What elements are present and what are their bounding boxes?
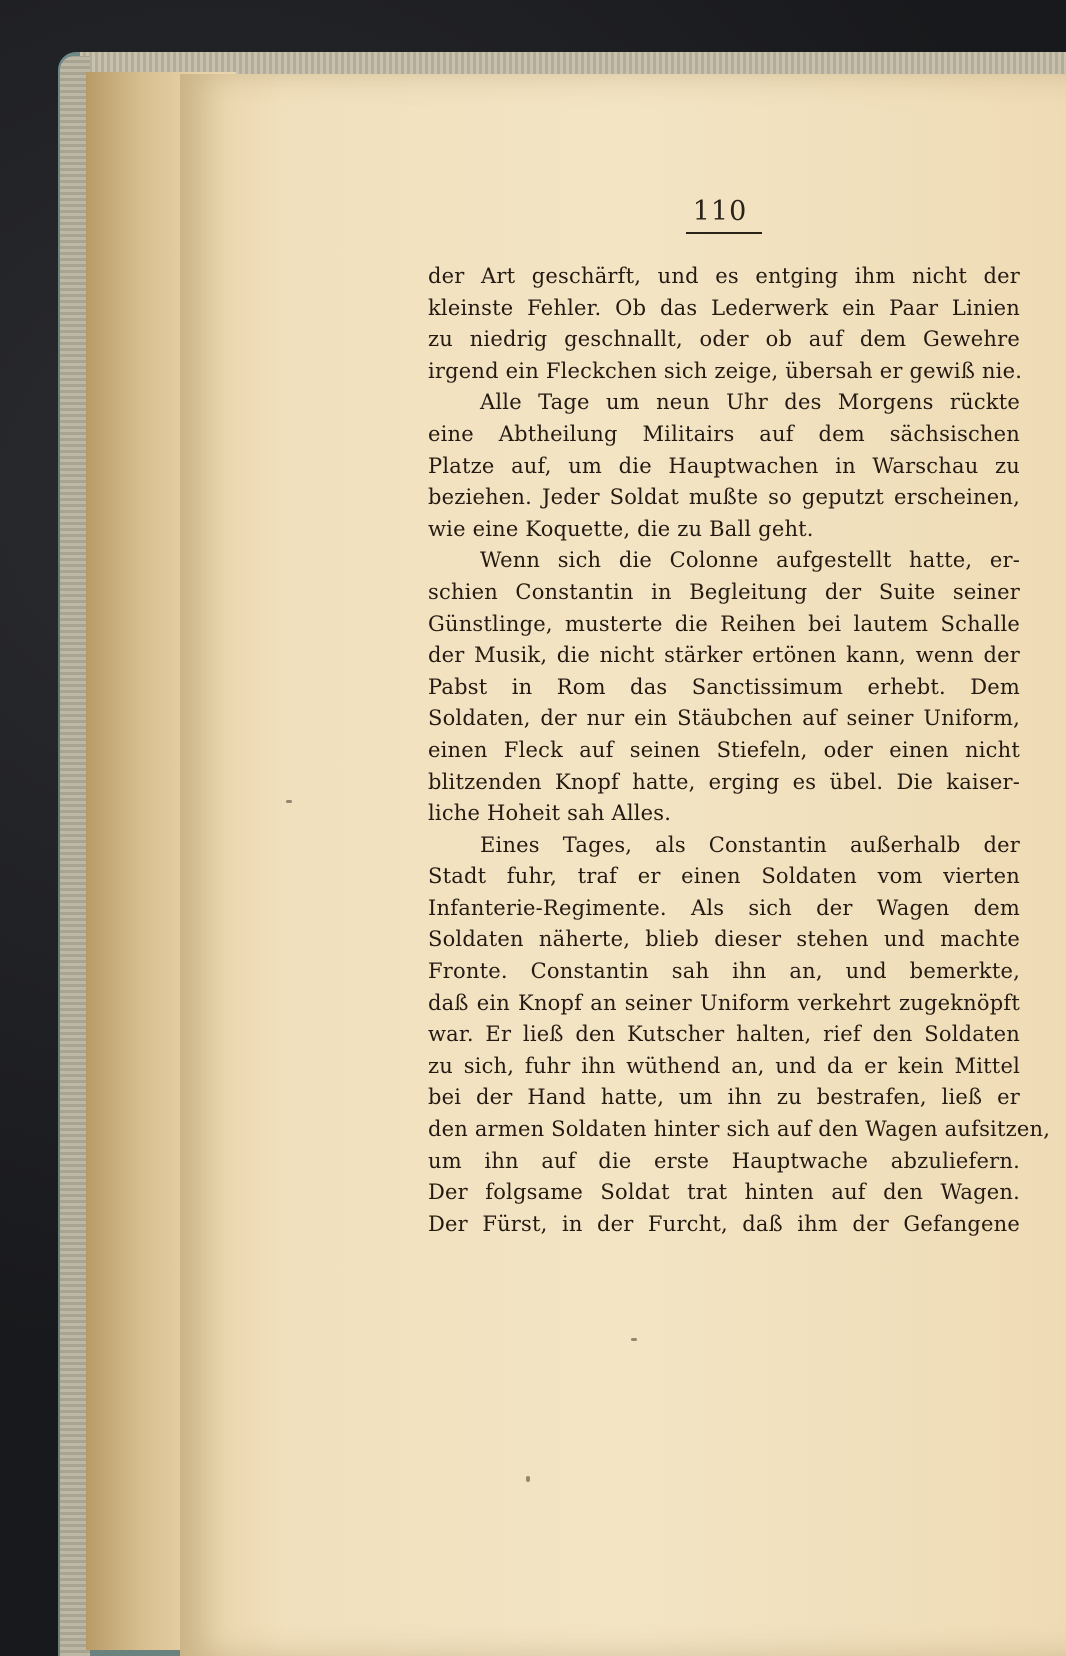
page-number-rule: [686, 232, 762, 234]
text-line: den armen Soldaten hinter sich auf den Wagen aufsitzen,: [428, 1117, 1051, 1142]
ink-speck: [286, 800, 292, 803]
text-line: bei der Hand hatte, um ihn zu bestrafen, ließ er: [428, 1085, 1020, 1110]
text-line: eine Abtheilung Militairs auf dem sächsischen: [428, 421, 1020, 446]
ink-speck: [526, 1476, 530, 1482]
text-line: Günstlinge, musterte die Reihen bei lautem Schalle: [428, 611, 1020, 636]
text-line: Wenn sich die Colonne aufgestellt hatte, er-: [480, 548, 1020, 573]
text-line: Fronte. Constantin sah ihn an, und bemerkte,: [428, 959, 1020, 984]
body-text: [428, 261, 1051, 1240]
text-line: daß ein Knopf an seiner Uniform verkehrt zugeknöpft: [428, 990, 1020, 1015]
text-line: zu niedrig geschnallt, oder ob auf dem Gewehre: [428, 327, 1020, 352]
text-line: Der folgsame Soldat trat hinten auf den Wagen.: [428, 1180, 1020, 1205]
text-line: der Art geschärft, und es entging ihm nicht der: [428, 264, 1020, 288]
text-line: Alle Tage um neun Uhr des Morgens rückte: [480, 390, 1020, 415]
text-line: einen Fleck auf seinen Stiefeln, oder einen nicht: [428, 737, 1020, 762]
text-line: blitzenden Knopf hatte, erging es übel. Die kaiser-: [428, 769, 1020, 794]
text-line: irgend ein Fleckchen sich zeige, übersah er gewiß nie.: [428, 358, 1023, 383]
text-line: Eines Tages, als Constantin außerhalb der: [480, 832, 1020, 857]
text-line: Stadt fuhr, traf er einen Soldaten vom vierten: [428, 864, 1020, 889]
text-line: der Musik, die nicht stärker ertönen kann, wenn der: [428, 643, 1020, 668]
text-line: Platze auf, um die Hauptwachen in Warschau zu: [428, 453, 1020, 478]
text-line: kleinste Fehler. Ob das Lederwerk ein Paar Linien: [428, 295, 1020, 320]
text-line: liche Hoheit sah Alles.: [428, 801, 672, 826]
text-line: Der Fürst, in der Furcht, daß ihm der Gefangene: [428, 1211, 1020, 1236]
page-number: 110: [692, 196, 748, 227]
ink-speck: [631, 1338, 637, 1341]
text-line: Soldaten näherte, blieb dieser stehen und machte: [428, 927, 1020, 952]
text-line: Pabst in Rom das Sanctissimum erhebt. Dem: [428, 674, 1020, 699]
text-line: um ihn auf die erste Hauptwache abzuliefern.: [428, 1148, 1020, 1173]
text-line: Soldaten, der nur ein Stäubchen auf seiner Uniform,: [428, 706, 1020, 731]
text-line: schien Constantin in Begleitung der Suite seiner: [428, 579, 1020, 604]
text-line: wie eine Koquette, die zu Ball geht.: [428, 516, 814, 541]
text-line: Infanterie-Regimente. Als sich der Wagen dem: [428, 895, 1020, 920]
text-line: beziehen. Jeder Soldat mußte so geputzt erscheinen,: [428, 485, 1020, 510]
text-line: war. Er ließ den Kutscher halten, rief den Soldaten: [428, 1022, 1020, 1047]
text-line: zu sich, fuhr ihn wüthend an, und da er kein Mittel: [428, 1053, 1020, 1078]
